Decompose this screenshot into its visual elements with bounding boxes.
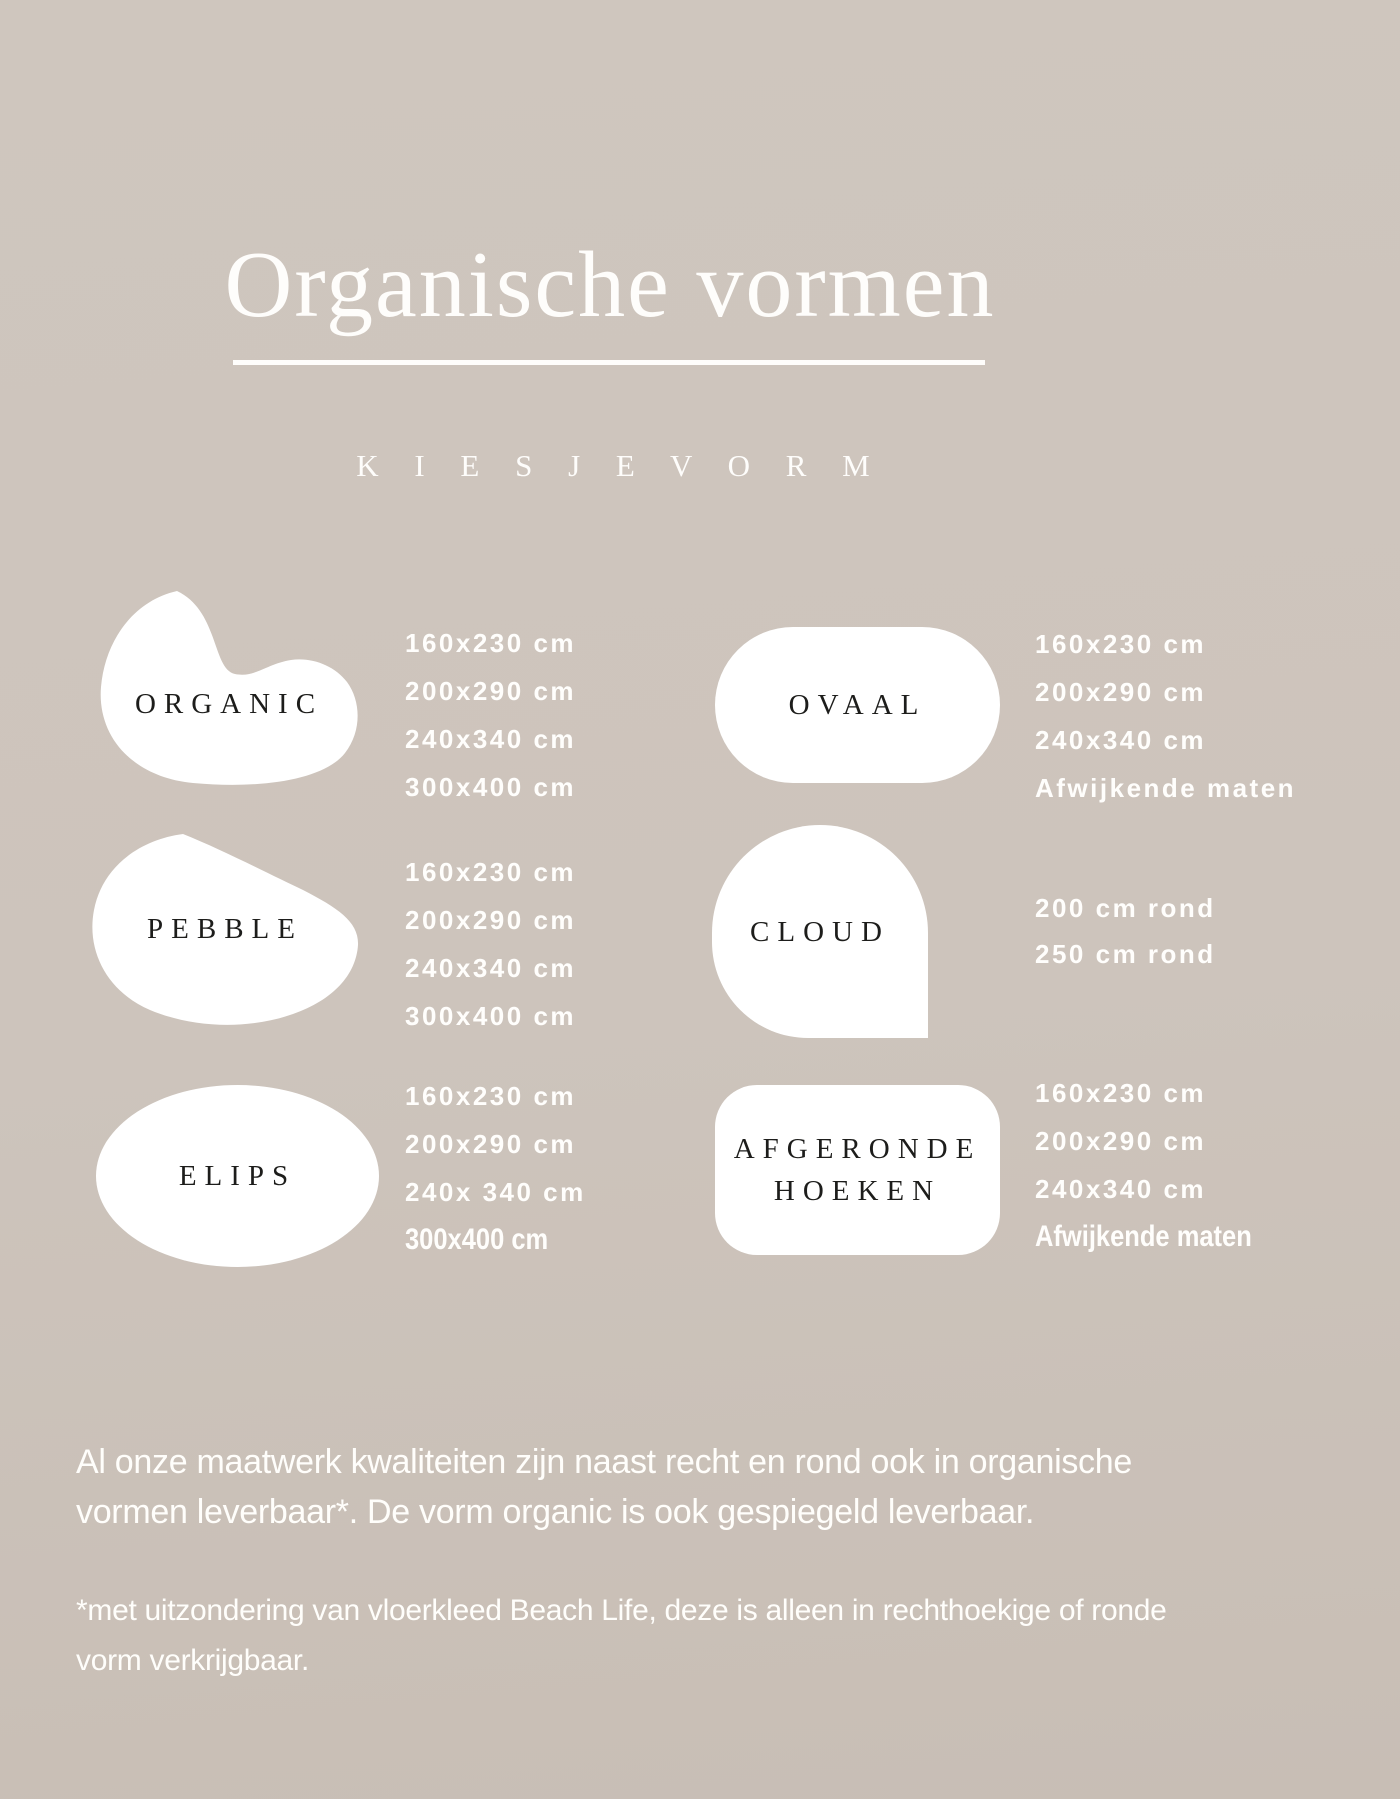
shape-option-afgeronde-hoeken[interactable]	[715, 1085, 1000, 1255]
size-option: 240x340 cm	[1035, 1174, 1207, 1204]
exception-note-line-1: *met uitzondering van vloerkleed Beach Life, deze is alleen in rechthoekige of ronde	[76, 1594, 1167, 1627]
sizes-ovaal	[1035, 620, 1296, 812]
size-option: 200 cm rond	[1035, 893, 1216, 923]
size-option: 160x230 cm	[1035, 1078, 1207, 1108]
shape-label	[734, 1128, 982, 1212]
sizes-pebble	[405, 848, 576, 1040]
title-divider	[233, 360, 985, 365]
size-option: 240x340 cm	[405, 953, 577, 983]
availability-paragraph-line-1: Al onze maatwerk kwaliteiten zijn naast recht en rond ook in organische	[76, 1443, 1132, 1481]
size-option: 160x230 cm	[1035, 629, 1207, 659]
exception-note-line-2: vorm verkrijgbaar.	[76, 1644, 310, 1677]
size-option: 200x290 cm	[1035, 1126, 1207, 1156]
sizes-elips	[405, 1072, 586, 1264]
size-option: Afwijkende maten	[1035, 1220, 1252, 1253]
size-option: 300x400 cm	[405, 1223, 549, 1256]
subtitle-kies-je-vorm: K I E S J E V O R M	[356, 448, 884, 483]
exception-note	[76, 1586, 1167, 1686]
shape-label: OVAAL	[788, 689, 927, 721]
size-option: Afwijkende maten	[1035, 773, 1297, 803]
size-option: 160x230 cm	[405, 628, 577, 658]
sizes-afgeronde-hoeken	[1035, 1069, 1290, 1261]
size-option: 200x290 cm	[405, 905, 577, 935]
size-option: 160x230 cm	[405, 1081, 577, 1111]
size-option: 300x400 cm	[405, 1001, 577, 1031]
size-option: 200x290 cm	[405, 1129, 577, 1159]
size-option: 240x 340 cm	[405, 1177, 586, 1207]
shape-label: ELIPS	[178, 1160, 297, 1192]
shape-option-ovaal[interactable]	[715, 627, 1000, 783]
size-option: 240x340 cm	[405, 724, 577, 754]
sizes-organic	[405, 619, 576, 811]
shape-label: ORGANIC	[134, 687, 324, 720]
availability-paragraph-line-2: vormen leverbaar*. De vorm organic is ook gespiegeld leverbaar.	[76, 1493, 1035, 1531]
shape-option-cloud[interactable]	[712, 825, 928, 1038]
shape-option-elips[interactable]	[96, 1085, 379, 1267]
shape-option-pebble[interactable]	[88, 830, 362, 1028]
shape-label-line-1: AFGERONDE	[733, 1133, 982, 1165]
size-option: 240x340 cm	[1035, 725, 1207, 755]
shape-label-line-2: HOEKEN	[773, 1175, 942, 1207]
size-option: 300x400 cm	[405, 772, 577, 802]
shape-option-organic[interactable]	[95, 585, 363, 788]
shape-label: PEBBLE	[147, 913, 303, 945]
shape-label: CLOUD	[750, 915, 890, 948]
size-option: 200x290 cm	[405, 676, 577, 706]
size-option: 160x230 cm	[405, 857, 577, 887]
availability-paragraph	[76, 1437, 1132, 1537]
page-title: Organische vormen	[224, 232, 996, 337]
size-option: 200x290 cm	[1035, 677, 1207, 707]
size-option: 250 cm rond	[1035, 939, 1216, 969]
sizes-cloud	[1035, 885, 1216, 977]
